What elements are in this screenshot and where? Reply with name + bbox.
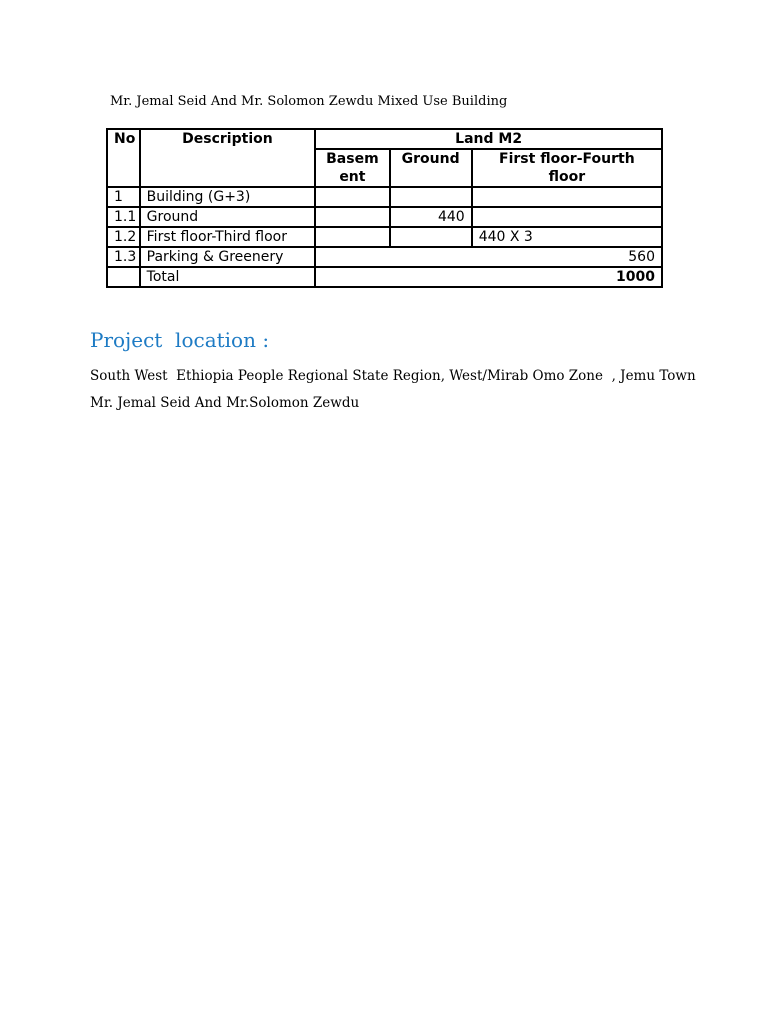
cell-description: First floor-Third floor bbox=[140, 227, 316, 247]
cell-description: Total bbox=[140, 267, 316, 287]
header-no: No bbox=[107, 129, 140, 187]
cell-description: Ground bbox=[140, 207, 316, 227]
header-description: Description bbox=[140, 129, 316, 187]
cell-ground bbox=[390, 187, 472, 207]
table-row bbox=[107, 227, 662, 247]
table-row-total bbox=[107, 267, 662, 287]
cell-first-floor bbox=[472, 207, 662, 227]
header-first-floor: First floor-Fourth floor bbox=[472, 149, 662, 187]
cell-basement bbox=[315, 207, 389, 227]
project-location-heading: Project location : bbox=[90, 328, 270, 352]
table-row bbox=[107, 207, 662, 227]
location-owners: Mr. Jemal Seid And Mr.Solomon Zewdu bbox=[90, 395, 360, 411]
header-land: Land M2 bbox=[315, 129, 662, 149]
table-row bbox=[107, 187, 662, 207]
cell-total-value: 1000 bbox=[315, 267, 662, 287]
cell-basement bbox=[315, 227, 389, 247]
header-basement: Basem ent bbox=[315, 149, 389, 187]
cell-description: Building (G+3) bbox=[140, 187, 316, 207]
cell-no bbox=[107, 267, 140, 287]
header-ground: Ground bbox=[390, 149, 472, 187]
cell-no: 1.2 bbox=[107, 227, 140, 247]
cell-merged-value: 560 bbox=[315, 247, 662, 267]
table-header-row bbox=[107, 129, 662, 149]
cell-description: Parking & Greenery bbox=[140, 247, 316, 267]
cell-no: 1.1 bbox=[107, 207, 140, 227]
cell-no: 1 bbox=[107, 187, 140, 207]
location-address: South West Ethiopia People Regional State Region, West/Mirab Omo Zone , Jemu Town bbox=[90, 368, 696, 384]
document-title: Mr. Jemal Seid And Mr. Solomon Zewdu Mixed Use Building bbox=[110, 94, 508, 109]
table-row bbox=[107, 247, 662, 267]
cell-ground bbox=[390, 227, 472, 247]
area-table bbox=[106, 128, 663, 288]
cell-no: 1.3 bbox=[107, 247, 140, 267]
cell-ground: 440 bbox=[390, 207, 472, 227]
cell-basement bbox=[315, 187, 389, 207]
cell-first-floor bbox=[472, 187, 662, 207]
cell-first-floor: 440 X 3 bbox=[472, 227, 662, 247]
